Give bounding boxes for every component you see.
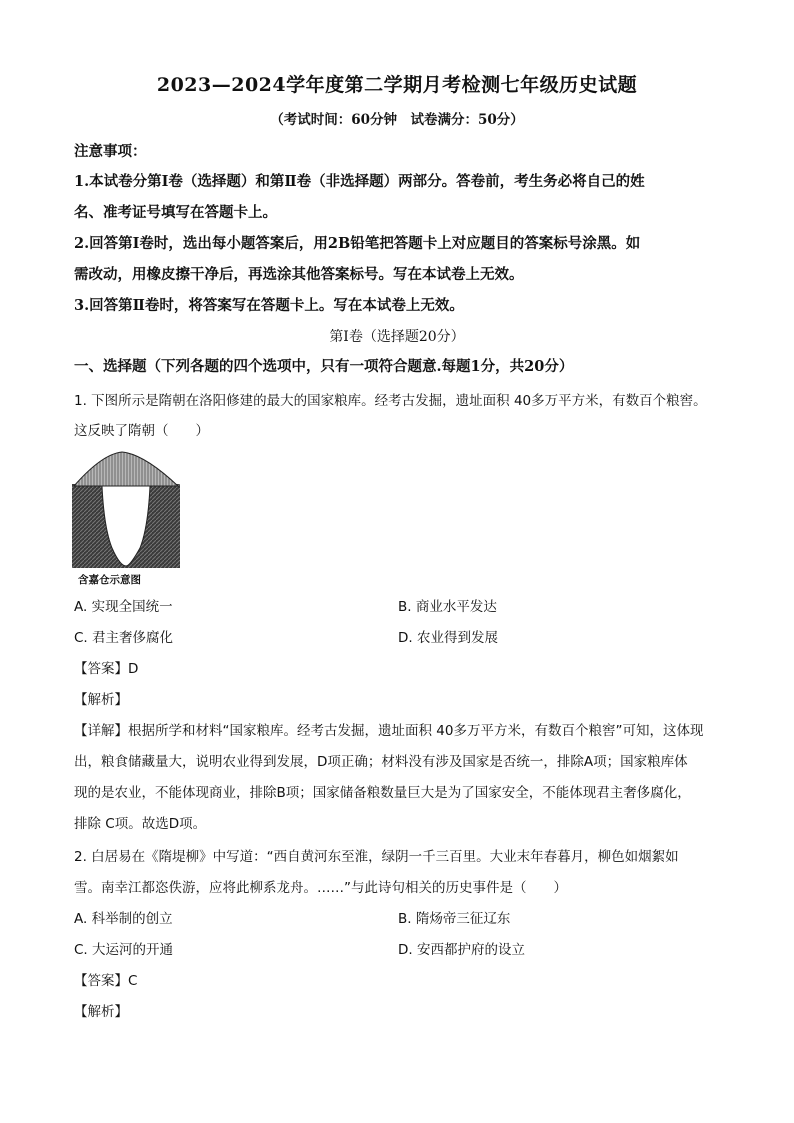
figure-caption: 含嘉仓示意图	[78, 574, 141, 586]
q2-stem-line-1: 2. 白居易在《隋堤柳》中写道：“西自黄河东至淮，绿阴一千三百里。大业末年春暮月，柳色如烟絮如	[74, 849, 679, 865]
thatched-roof	[74, 452, 178, 486]
q1-detail-line-4: 排除 C项。故选D项。	[74, 816, 207, 832]
note-1-line-2: 名、准考证号填写在答题卡上。	[74, 204, 277, 221]
notes-heading: 注意事项：	[74, 143, 147, 160]
q1-answer: 【答案】D	[74, 661, 139, 677]
q2-option-c: C. 大运河的开通	[74, 942, 174, 958]
q1-stem-line-1: 1. 下图所示是隋朝在洛阳修建的最大的国家粮库。经考古发掘，遗址面积 40多万平方米，有数百个粮窖。	[74, 393, 707, 409]
note-3: 3.回答第Ⅱ卷时，将答案写在答题卡上。写在本试卷上无效。	[74, 297, 464, 314]
note-2-line-1: 2.回答第Ⅰ卷时，选出每小题答案后，用2B铅笔把答题卡上对应题目的答案标号涂黑。如	[74, 235, 641, 252]
q1-option-a: A. 实现全国统一	[74, 599, 173, 615]
section-title: 第Ⅰ卷（选择题20分）	[329, 329, 465, 345]
q2-option-d: D. 安西都护府的设立	[398, 942, 525, 958]
q1-option-b: B. 商业水平发达	[398, 599, 497, 615]
q2-analysis-label: 【解析】	[74, 1004, 128, 1020]
q1-analysis-label: 【解析】	[74, 692, 128, 708]
q1-stem-line-2: 这反映了隋朝（ ）	[74, 423, 209, 439]
q1-detail-line-1: 【详解】根据所学和材料“国家粮库。经考古发掘，遗址面积 40多万平方米，有数百个粮窖”可知，这体现	[74, 723, 704, 739]
q2-option-b: B. 隋炀帝三征辽东	[398, 911, 511, 927]
q1-option-d: D. 农业得到发展	[398, 630, 498, 646]
exam-subtitle: （考试时间：60分钟 试卷满分：50分）	[270, 112, 524, 128]
granary-diagram-image	[72, 448, 182, 588]
q1-detail-line-3: 现的是农业，不能体现商业，排除B项；国家储备粮数量巨大是为了国家安全，不能体现君主奢侈腐化，	[74, 785, 691, 801]
q2-option-a: A. 科举制的创立	[74, 911, 173, 927]
q2-answer: 【答案】C	[74, 973, 138, 989]
q1-detail-line-2: 出，粮食储藏量大，说明农业得到发展，D项正确；材料没有涉及国家是否统一，排除A项；国家粮库体	[74, 754, 688, 770]
exam-title: 2023—2024学年度第二学期月考检测七年级历史试题	[156, 74, 638, 96]
part-heading: 一、选择题（下列各题的四个选项中，只有一项符合题意.每题1分，共20分）	[74, 358, 574, 375]
note-2-line-2: 需改动，用橡皮擦干净后，再选涂其他答案标号。写在本试卷上无效。	[74, 266, 524, 283]
q2-stem-line-2: 雪。南幸江都恣佚游，应将此柳系龙舟。……”与此诗句相关的历史事件是（ ）	[74, 880, 567, 896]
note-1-line-1: 1.本试卷分第Ⅰ卷（选择题）和第Ⅱ卷（非选择题）两部分。答卷前，考生务必将自己的姓	[74, 173, 645, 190]
q1-option-c: C. 君主奢侈腐化	[74, 630, 174, 646]
